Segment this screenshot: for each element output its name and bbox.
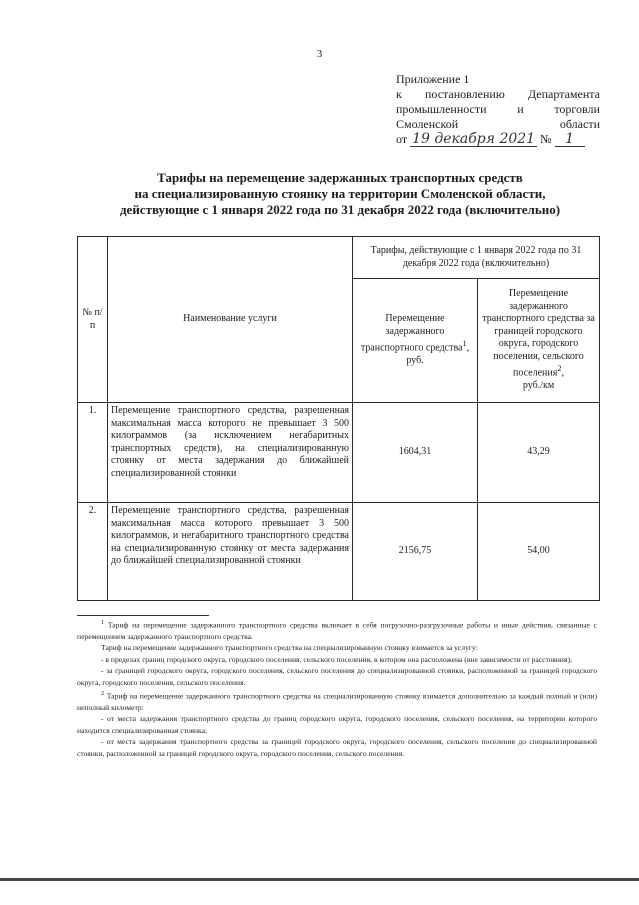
appendix-line-4: Смоленской области	[396, 117, 600, 131]
scan-bottom-edge	[0, 878, 639, 881]
header-num: № п/п	[78, 237, 108, 403]
footnote-2: $^2$ Тариф на перемещение задержанного транспортного средства на специализированную стоянку взимается дополнительно за каждый полный и (или) неполный километр:	[77, 689, 597, 712]
footnote-1: $^1$ Тариф на перемещение задержанного транспортного средства включает в себя погрузочно-разгрузочные работы и иные действия, связанные с перемещением задержанного транспортного средства.	[77, 619, 597, 641]
appendix-block	[396, 72, 600, 147]
footnote-separator	[77, 615, 209, 616]
handwritten-number: 1	[555, 132, 585, 147]
footnote-paragraph: - от места задержания транспортного средства до границ городского округа, городского поселения, сельского поселения, на территории которого находится специализированная стоянка;	[77, 714, 597, 735]
row-number: 1.	[78, 403, 108, 503]
header-col-per-km: Перемещение задержанного транспортного средства за границей городского округа, городского поселения, сельского поселения$^2$, руб./км	[478, 279, 600, 403]
row-value-per-km: 54,00	[478, 503, 600, 601]
table-row	[78, 503, 600, 601]
table-header-row	[78, 237, 600, 279]
table-row	[78, 403, 600, 503]
page-number: 3	[316, 48, 323, 60]
appendix-title: Приложение 1	[396, 72, 470, 86]
handwritten-date: 19 декабря 2021	[412, 131, 536, 147]
row-value-transport: 1604,31	[353, 403, 478, 503]
header-col-transport: Перемещение задержанного транспортного средства$^1$, руб.	[353, 279, 478, 403]
appendix-line-3: промышленности и торговли	[396, 102, 600, 116]
row-service-name: Перемещение транспортного средства, разрешенная максимальная масса которого не превышает 3 500 килограммов (за исключением негабаритных транспортных средств), на специализированную стоянку от места задержания до ближайшей специализированной стоянки	[108, 403, 353, 503]
appendix-line-2: к постановлению Департамента	[396, 87, 600, 101]
row-value-per-km: 43,29	[478, 403, 600, 503]
header-tariffs: Тарифы, действующие с 1 января 2022 года по 31 декабря 2022 года (включительно)	[353, 237, 600, 279]
footnote-paragraph: - от места задержания транспортного средства за границей городского округа, городского поселения, сельского поселения до специализированной стоянки, расположенной за границей городского округа, городского поселения, сельского поселения.	[77, 737, 597, 758]
footnote-paragraph: - за границей городского округа, городского поселения, сельского поселения до специализированной стоянки, расположенной за границей городского округа, городского поселения, сельского поселения.	[77, 666, 597, 687]
footnote-paragraph: Тариф на перемещение задержанного транспортного средства на специализированную стоянку взимается за услугу:	[101, 643, 478, 653]
footnote-paragraph: - в пределах границ городского округа, городского поселения, сельского поселения, в котором она расположена (вне зависимости от расстояния);	[101, 654, 573, 664]
footnotes	[77, 617, 597, 759]
row-value-transport: 2156,75	[353, 503, 478, 601]
row-service-name: Перемещение транспортного средства, разрешенная максимальная масса которого превышает 3 500 килограммов, и негабаритного транспортного средства на специализированную стоянку от места задержания до ближайшей специализированной стоянки	[108, 503, 353, 601]
appendix-date-line: от 19 декабря 2021 № 1	[396, 132, 600, 147]
header-service-name: Наименование услуги	[108, 237, 353, 403]
row-number: 2.	[78, 503, 108, 601]
document-title: Тарифы на перемещение задержанных транспортных средств на специализированную стоянку на территории Смоленской области, действующие с 1 января 2022 года по 31 декабря 2022 года (включительно)	[119, 170, 561, 217]
tariff-table	[77, 236, 600, 601]
